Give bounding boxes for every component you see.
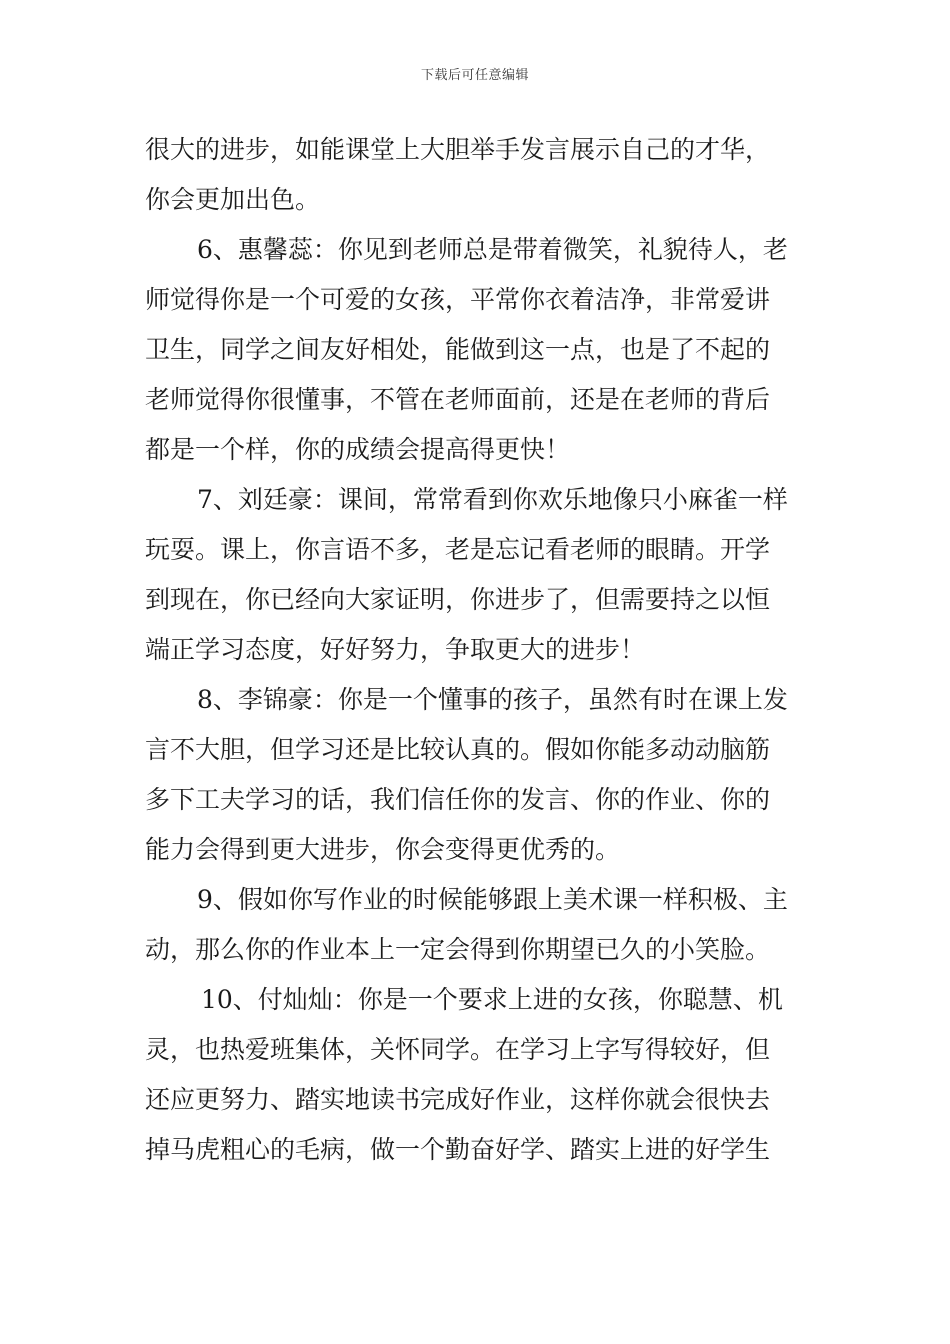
text-line: 能力会得到更大进步，你会变得更优秀的。 xyxy=(145,835,621,864)
text-line: 灵，也热爱班集体，关怀同学。在学习上字写得较好，但 xyxy=(145,1035,771,1064)
paragraph-start-line: 6、惠馨蕊：你见到老师总是带着微笑，礼貌待人，老 xyxy=(197,235,788,264)
paragraph-start-line: 10、付灿灿：你是一个要求上进的女孩，你聪慧、机 xyxy=(201,985,783,1014)
text-line: 你会更加出色。 xyxy=(145,185,321,214)
paragraph-start-line: 7、刘廷豪：课间，常常看到你欢乐地像只小麻雀一样 xyxy=(197,485,788,514)
text-line: 老师觉得你很懂事，不管在老师面前，还是在老师的背后 xyxy=(145,385,771,414)
text-line: 都是一个样，你的成绩会提高得更快！ xyxy=(145,435,571,464)
text-line: 很大的进步，如能课堂上大胆举手发言展示自己的才华， xyxy=(145,135,771,164)
text-line: 师觉得你是一个可爱的女孩，平常你衣着洁净，非常爱讲 xyxy=(145,285,771,314)
text-line: 到现在，你已经向大家证明，你进步了，但需要持之以恒 xyxy=(145,585,771,614)
paragraph-start-line: 9、假如你写作业的时候能够跟上美术课一样积极、主 xyxy=(197,885,788,914)
page-header-note: 下载后可任意编辑 xyxy=(420,68,529,83)
text-line: 多下工夫学习的话，我们信任你的发言、你的作业、你的 xyxy=(145,785,771,814)
text-line: 卫生，同学之间友好相处，能做到这一点，也是了不起的 xyxy=(145,335,771,364)
text-line: 还应更努力、踏实地读书完成好作业，这样你就会很快去 xyxy=(145,1085,771,1114)
document-body xyxy=(145,125,825,1175)
text-line: 端正学习态度，好好努力，争取更大的进步！ xyxy=(145,635,646,664)
text-line: 掉马虎粗心的毛病，做一个勤奋好学、踏实上进的好学生 xyxy=(145,1135,771,1164)
text-line: 动，那么你的作业本上一定会得到你期望已久的小笑脸。 xyxy=(145,935,771,964)
text-line: 玩耍。课上，你言语不多，老是忘记看老师的眼睛。开学 xyxy=(145,535,771,564)
text-line: 言不大胆，但学习还是比较认真的。假如你能多动动脑筋 xyxy=(145,735,771,764)
paragraph-start-line: 8、李锦豪：你是一个懂事的孩子，虽然有时在课上发 xyxy=(197,685,788,714)
